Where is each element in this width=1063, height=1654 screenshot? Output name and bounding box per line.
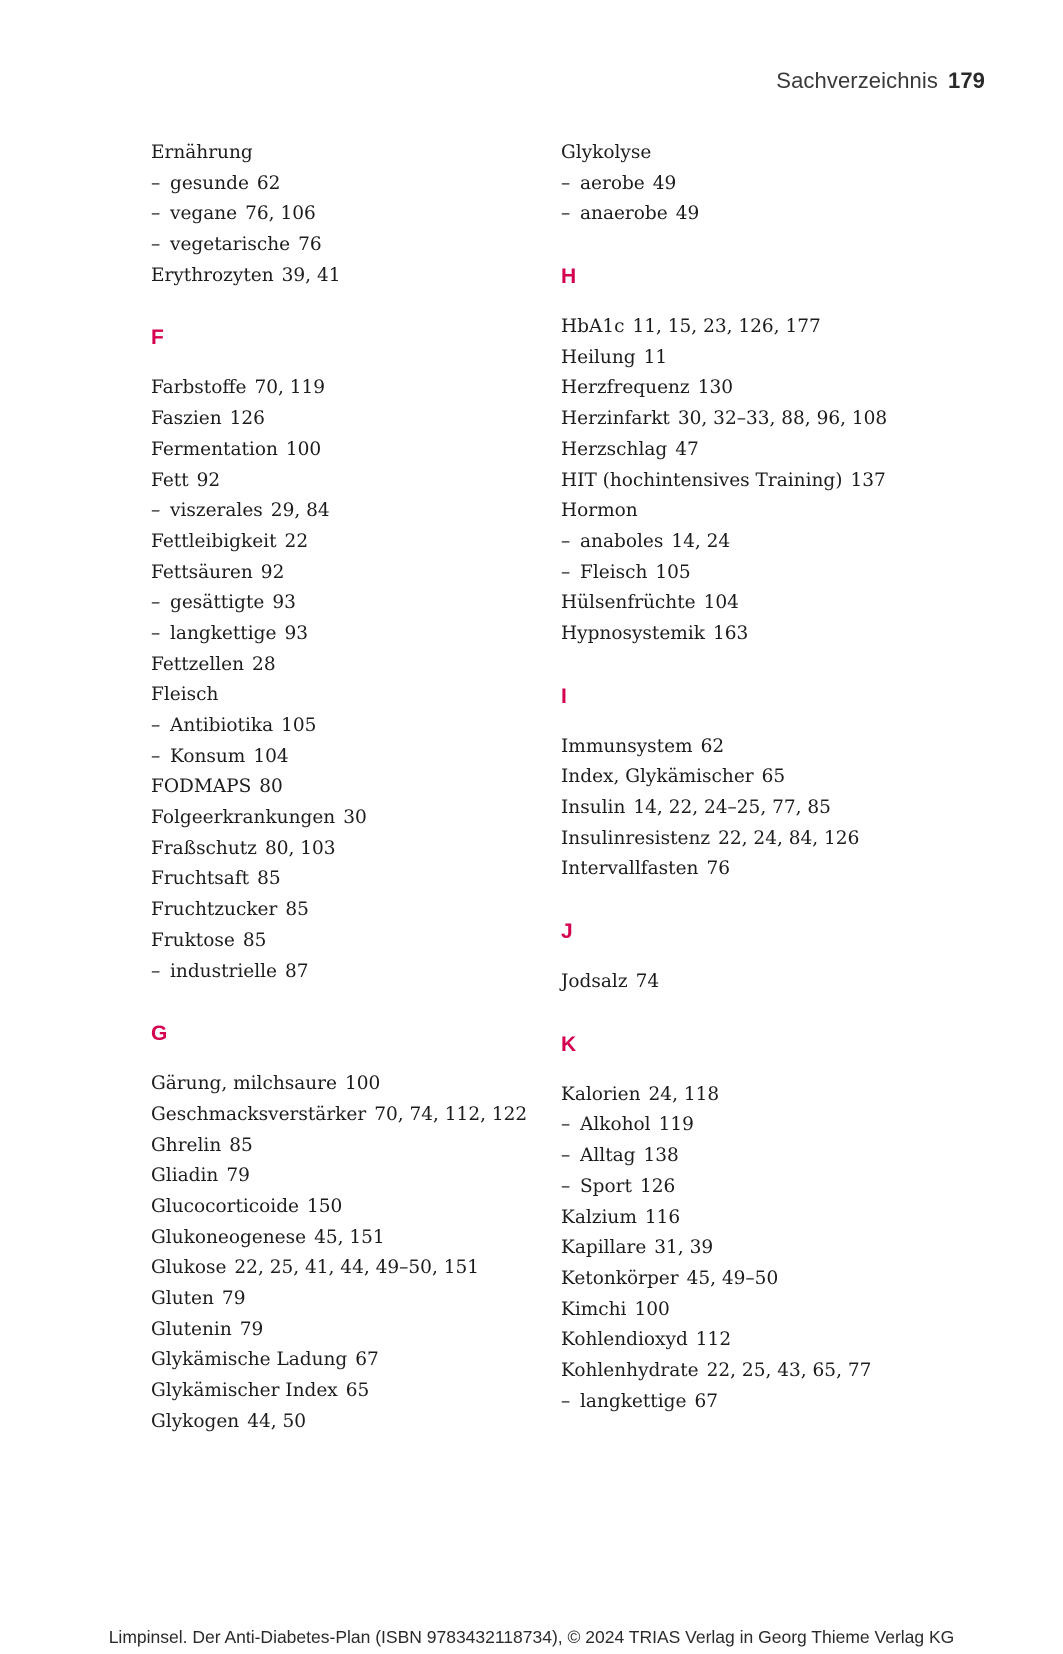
- index-section: [561, 138, 931, 230]
- subentry-dash: –: [151, 500, 161, 522]
- index-term: anaboles: [580, 530, 664, 552]
- index-pages: 119: [658, 1114, 694, 1136]
- index-term: Antibiotika: [170, 715, 274, 736]
- index-pages: 14, 22, 24–25, 77, 85: [633, 797, 831, 818]
- index-entry: [151, 1376, 521, 1407]
- index-pages: 49: [652, 172, 677, 194]
- index-pages: 65: [761, 766, 786, 788]
- index-term: Gluten: [151, 1288, 214, 1309]
- index-term: Gärung, milchsaure: [151, 1073, 337, 1095]
- index-term: Intervallfasten: [561, 858, 699, 880]
- index-pages: 92: [260, 561, 285, 583]
- index-subentry: [151, 742, 521, 773]
- index-pages: 100: [634, 1298, 670, 1320]
- subentry-dash: –: [151, 960, 161, 982]
- index-entry: [151, 803, 521, 834]
- index-term: gesättigte: [170, 592, 265, 614]
- index-term: gesunde: [170, 172, 249, 194]
- index-entry: [151, 1161, 521, 1192]
- index-pages: 92: [196, 469, 221, 491]
- index-pages: 62: [256, 172, 281, 194]
- index-entry: [561, 404, 931, 435]
- index-subentry: [151, 169, 521, 200]
- index-term: Fett: [151, 469, 189, 491]
- subentry-dash: –: [561, 530, 571, 552]
- index-section: [561, 682, 931, 885]
- index-pages: 100: [285, 438, 322, 460]
- index-pages: 11: [643, 346, 668, 368]
- index-entry: [151, 926, 521, 957]
- index-pages: 70, 119: [254, 377, 326, 399]
- section-letter: F: [151, 326, 164, 350]
- index-term: Ketonkörper: [561, 1267, 679, 1289]
- index-entry: [561, 1080, 931, 1111]
- index-pages: 76: [706, 858, 730, 880]
- index-section: [561, 1030, 931, 1418]
- index-section: [151, 1019, 528, 1437]
- index-pages: 31, 39: [654, 1237, 714, 1259]
- index-subentry: [151, 957, 521, 988]
- index-entry: [561, 1264, 931, 1295]
- running-head-title: Sachverzeichnis: [776, 68, 938, 93]
- index-term: Alltag: [580, 1145, 636, 1167]
- index-entry: [561, 343, 931, 374]
- index-term: Fettleibigkeit: [151, 530, 277, 552]
- index-pages: 80, 103: [264, 837, 336, 859]
- index-term: Gliadin: [151, 1165, 219, 1187]
- index-entry: [151, 1253, 521, 1284]
- index-pages: 22, 25, 43, 65, 77: [706, 1359, 872, 1381]
- index-term: Glukose: [151, 1257, 227, 1279]
- index-pages: 163: [712, 622, 749, 644]
- subentry-dash: –: [561, 1175, 571, 1197]
- index-column-left: [151, 138, 528, 1437]
- index-term: Fermentation: [151, 438, 278, 460]
- index-entry: [151, 895, 521, 926]
- index-pages: 80: [259, 776, 283, 798]
- index-pages: 79: [226, 1165, 250, 1187]
- section-letter: I: [561, 684, 567, 708]
- index-term: Folgeerkrankungen: [151, 807, 336, 829]
- section-letter: G: [151, 1022, 168, 1046]
- index-term: Alkohol: [580, 1114, 651, 1136]
- index-term: Fraßschutz: [151, 837, 257, 859]
- index-term: aerobe: [580, 172, 645, 194]
- index-pages: 45, 49–50: [686, 1267, 779, 1289]
- index-term: Fleisch: [580, 561, 648, 583]
- index-pages: 49: [675, 203, 700, 225]
- index-section: [561, 917, 931, 998]
- index-term: Farbstoffe: [151, 377, 247, 399]
- index-pages: 65: [345, 1380, 370, 1402]
- index-term: Geschmacksverstärker: [151, 1103, 367, 1125]
- index-entry: [561, 138, 931, 169]
- index-pages: 85: [285, 899, 309, 921]
- index-entry: [151, 466, 521, 497]
- index-term: Herzinfarkt: [561, 408, 670, 430]
- index-term: Kalorien: [561, 1083, 641, 1105]
- index-pages: 24, 118: [648, 1083, 720, 1105]
- index-entry: [561, 588, 931, 619]
- index-pages: 87: [285, 960, 309, 982]
- index-entry: [561, 854, 931, 885]
- index-term: Glykogen: [151, 1410, 240, 1432]
- index-term: Fruchtzucker: [151, 899, 278, 921]
- index-entry: [151, 1100, 528, 1131]
- index-term: Fettsäuren: [151, 561, 253, 583]
- index-pages: 44, 50: [247, 1410, 307, 1432]
- index-subentry: [151, 199, 521, 230]
- index-pages: 138: [643, 1145, 679, 1167]
- index-subentry: [151, 711, 521, 742]
- index-term: vegetarische: [170, 234, 291, 256]
- index-entry: [151, 1315, 521, 1346]
- index-pages: 45, 151: [314, 1226, 385, 1248]
- section-letter: H: [561, 265, 577, 289]
- index-entry: [151, 864, 521, 895]
- subentry-dash: –: [561, 203, 571, 225]
- index-pages: 14, 24: [671, 530, 731, 552]
- subentry-dash: –: [561, 1114, 571, 1136]
- subentry-dash: –: [151, 203, 161, 225]
- index-entry: [561, 496, 931, 527]
- index-entry: [151, 435, 521, 466]
- index-term: Glykämischer Index: [151, 1380, 338, 1402]
- index-term: Glukoneogenese: [151, 1226, 307, 1248]
- index-pages: 130: [697, 377, 733, 399]
- section-letter: K: [561, 1032, 577, 1056]
- index-pages: 105: [281, 715, 317, 736]
- index-term: viszerales: [170, 500, 263, 522]
- subentry-dash: –: [151, 622, 161, 644]
- index-pages: 47: [675, 438, 699, 460]
- index-term: Hypnosystemik: [561, 622, 705, 644]
- index-pages: 28: [252, 653, 276, 675]
- index-pages: 30, 32–33, 88, 96, 108: [677, 408, 888, 430]
- index-term: Fleisch: [151, 684, 219, 706]
- index-entry: [151, 834, 521, 865]
- subentry-dash: –: [561, 1390, 571, 1412]
- index-term: langkettige: [580, 1390, 687, 1412]
- index-term: Kalzium: [561, 1206, 637, 1228]
- index-term: Ghrelin: [151, 1134, 222, 1156]
- index-term: langkettige: [170, 622, 277, 644]
- index-entry: [561, 312, 931, 343]
- index-pages: 11, 15, 23, 126, 177: [632, 316, 821, 338]
- index-subentry: [561, 199, 931, 230]
- index-entry: [561, 466, 931, 497]
- running-head: [776, 68, 985, 94]
- index-term: Fruchtsaft: [151, 868, 250, 890]
- index-pages: 93: [284, 622, 308, 644]
- index-entry: [561, 762, 931, 793]
- footer-credit: Limpinsel. Der Anti-Diabetes-Plan (ISBN 9783432118734), © 2024 TRIAS Verlag in Georg Thieme Verlag KG: [108, 1627, 955, 1647]
- subentry-dash: –: [151, 592, 161, 614]
- index-pages: 104: [253, 745, 289, 767]
- index-pages: 150: [307, 1195, 343, 1217]
- index-entry: [151, 650, 521, 681]
- index-subentry: [561, 1172, 931, 1203]
- index-term: Kohlenhydrate: [561, 1359, 699, 1381]
- index-term: Glykämische Ladung: [151, 1349, 348, 1371]
- index-term: Immunsystem: [561, 735, 693, 757]
- index-pages: 79: [221, 1288, 246, 1309]
- index-entry: [561, 1295, 931, 1326]
- index-section: [151, 138, 521, 291]
- index-term: HbA1c: [561, 316, 625, 338]
- index-term: Herzfrequenz: [561, 377, 690, 399]
- index-term: Jodsalz: [561, 971, 628, 993]
- index-term: Sport: [580, 1175, 632, 1197]
- index-pages: 79: [239, 1318, 264, 1340]
- index-pages: 30: [343, 807, 367, 829]
- index-pages: 116: [644, 1206, 681, 1228]
- index-term: Ernährung: [151, 142, 253, 163]
- index-subentry: [151, 230, 521, 261]
- index-entry: [151, 680, 521, 711]
- index-entry: [561, 435, 931, 466]
- index-entry: [151, 1223, 521, 1254]
- index-subentry: [561, 1141, 931, 1172]
- index-pages: 105: [655, 561, 691, 583]
- subentry-dash: –: [561, 1145, 571, 1167]
- index-entry: [561, 619, 931, 650]
- index-section: [151, 323, 521, 987]
- index-term: vegane: [170, 203, 238, 225]
- index-pages: 76, 106: [245, 203, 316, 225]
- index-entry: [561, 373, 931, 404]
- index-term: anaerobe: [580, 203, 668, 225]
- subentry-dash: –: [151, 172, 161, 194]
- index-subentry: [151, 588, 521, 619]
- index-entry: [151, 558, 521, 589]
- index-subentry: [561, 169, 931, 200]
- index-term: Konsum: [170, 745, 246, 767]
- index-pages: 22: [284, 530, 309, 552]
- index-subentry: [561, 527, 931, 558]
- index-term: Faszien: [151, 408, 222, 430]
- index-subentry: [561, 1387, 931, 1418]
- index-entry: [151, 404, 521, 435]
- index-entry: [151, 138, 521, 169]
- index-pages: 74: [635, 971, 660, 993]
- index-column-right: [561, 138, 931, 1417]
- index-pages: 93: [272, 592, 296, 614]
- index-pages: 22, 25, 41, 44, 49–50, 151: [234, 1257, 480, 1279]
- index-term: Hülsenfrüchte: [561, 592, 696, 614]
- index-term: Kimchi: [561, 1298, 627, 1320]
- section-letter: J: [561, 920, 573, 944]
- index-entry: [561, 732, 931, 763]
- index-pages: 100: [344, 1073, 381, 1095]
- index-entry: [151, 373, 521, 404]
- index-term: Glykolyse: [561, 142, 652, 163]
- index-pages: 67: [694, 1390, 718, 1412]
- index-pages: 126: [229, 408, 265, 430]
- index-pages: 29, 84: [270, 500, 330, 522]
- subentry-dash: –: [151, 234, 161, 256]
- index-subentry: [561, 1110, 931, 1141]
- index-pages: 76: [298, 234, 322, 256]
- index-term: Index, Glykämischer: [561, 766, 754, 788]
- index-section: [561, 262, 931, 650]
- index-term: industrielle: [170, 960, 278, 982]
- index-pages: 85: [229, 1134, 253, 1156]
- subentry-dash: –: [151, 745, 161, 767]
- subentry-dash: –: [151, 715, 161, 736]
- index-subentry: [151, 619, 521, 650]
- index-subentry: [151, 496, 521, 527]
- index-term: Hormon: [561, 500, 638, 522]
- index-entry: [561, 793, 931, 824]
- index-entry: [151, 527, 521, 558]
- index-term: Kapillare: [561, 1237, 647, 1259]
- index-entry: [151, 772, 521, 803]
- subentry-dash: –: [561, 172, 571, 194]
- index-pages: 85: [257, 868, 281, 890]
- index-pages: 104: [703, 592, 739, 614]
- index-entry: [151, 1407, 521, 1438]
- index-term: HIT (hochintensives Training): [561, 469, 843, 491]
- index-term: Glutenin: [151, 1318, 232, 1340]
- index-entry: [561, 967, 931, 998]
- index-pages: 22, 24, 84, 126: [718, 827, 860, 849]
- index-entry: [151, 1069, 521, 1100]
- index-entry: [561, 824, 931, 855]
- index-pages: 67: [355, 1349, 379, 1371]
- index-entry: [151, 1345, 521, 1376]
- index-pages: 70, 74, 112, 122: [374, 1103, 528, 1125]
- index-entry: [561, 1325, 931, 1356]
- index-term: Insulinresistenz: [561, 827, 711, 849]
- index-pages: 112: [695, 1329, 732, 1351]
- index-term: Kohlendioxyd: [561, 1329, 688, 1351]
- index-term: Glucocorticoide: [151, 1195, 300, 1217]
- index-entry: [151, 261, 521, 292]
- index-entry: [151, 1284, 521, 1315]
- index-term: FODMAPS: [151, 776, 252, 798]
- index-pages: 62: [700, 735, 725, 757]
- index-term: Insulin: [561, 797, 626, 818]
- index-entry: [151, 1192, 521, 1223]
- index-entry: [561, 1233, 931, 1264]
- index-pages: 137: [850, 469, 886, 491]
- index-entry: [561, 1356, 931, 1387]
- index-term: Herzschlag: [561, 438, 668, 460]
- index-term: Fettzellen: [151, 653, 245, 675]
- index-pages: 85: [242, 929, 267, 951]
- index-entry: [561, 1203, 931, 1234]
- index-pages: 126: [639, 1175, 676, 1197]
- index-term: Erythrozyten: [151, 264, 274, 286]
- index-term: Heilung: [561, 346, 636, 368]
- page-number: 179: [947, 68, 985, 93]
- index-term: Fruktose: [151, 929, 235, 951]
- index-entry: [151, 1131, 521, 1162]
- index-subentry: [561, 558, 931, 589]
- index-pages: 39, 41: [281, 264, 341, 286]
- subentry-dash: –: [561, 561, 571, 583]
